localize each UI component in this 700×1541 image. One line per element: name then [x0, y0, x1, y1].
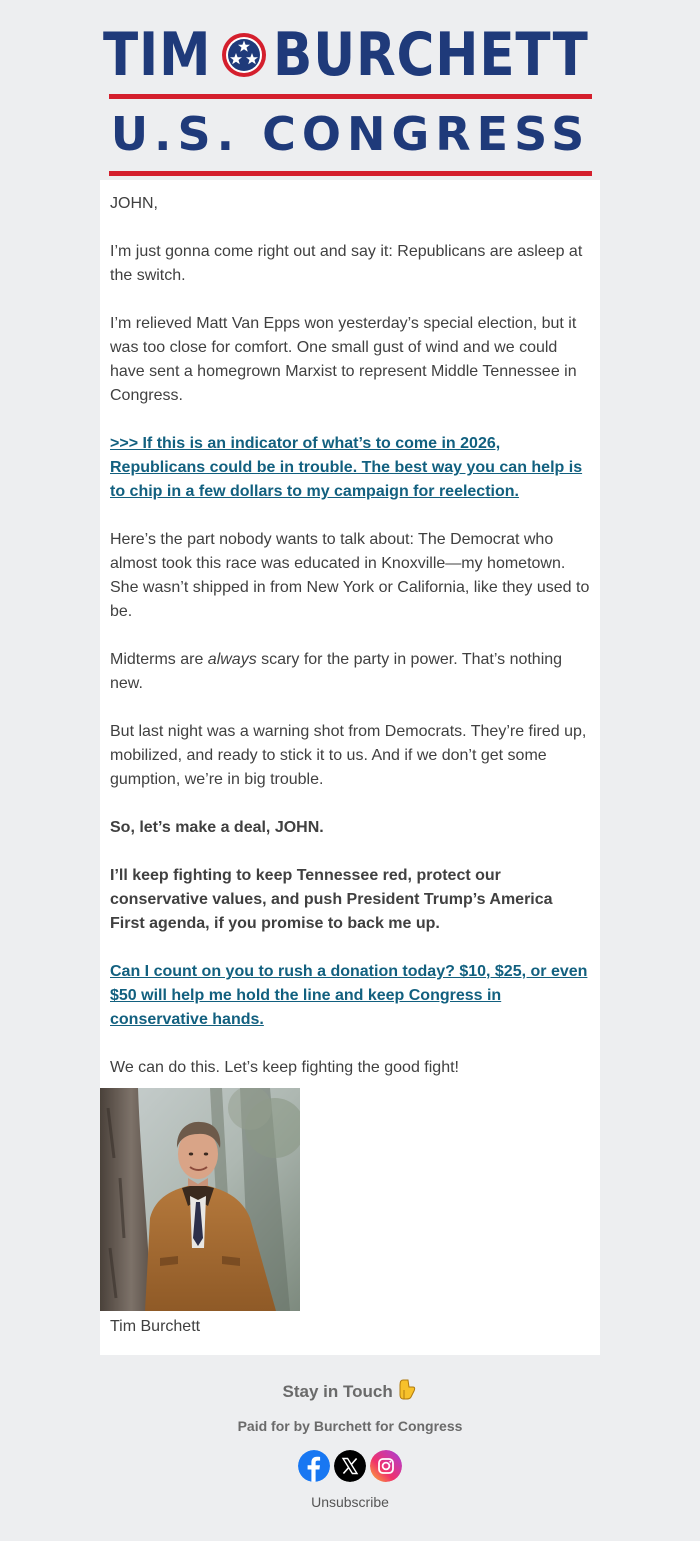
stay-in-touch-heading: [0, 1370, 700, 1410]
header: [0, 0, 700, 180]
pointing-down-icon: [397, 1378, 417, 1400]
footer: [0, 1370, 700, 1510]
paragraph: Midterms are always scary for the party in power. That’s nothing new.: [110, 651, 563, 692]
paragraph: I’m relieved Matt Van Epps won yesterday’s special election, but it was too close for comfort. One small gust of wind and we could have sent a homegrown Marxist to represent Middle Tennessee in Congress.: [110, 315, 577, 404]
paragraph: But last night was a warning shot from Democrats. They’re fired up, mobilized, and ready to stick it to us. And if we don’t get some gumption, we’re in big trouble.: [110, 723, 587, 788]
logo-divider-top: [109, 94, 592, 99]
logo-last-name: BURCHETT: [273, 20, 589, 90]
photo-caption: Tim Burchett: [110, 1318, 201, 1335]
social-links: [0, 1450, 700, 1482]
paragraph: Here’s the part nobody wants to talk about: The Democrat who almost took this race was educated in Knoxville—my hometown. She wasn’t shipped in from New York or California, like they used to be.: [110, 531, 590, 620]
logo: [103, 22, 595, 88]
logo-subtitle: U.S. CONGRESS: [110, 107, 591, 161]
unsubscribe-link[interactable]: Unsubscribe: [311, 1494, 389, 1510]
paid-for-disclaimer: Paid for by Burchett for Congress: [237, 1418, 463, 1434]
unsubscribe-container: [0, 1494, 700, 1510]
stay-in-touch-label: Stay in Touch: [282, 1382, 393, 1401]
instagram-icon[interactable]: [370, 1450, 402, 1482]
tennessee-seal-icon: [221, 32, 267, 78]
emphasis: always: [207, 651, 257, 668]
paragraph-bold: I’ll keep fighting to keep Tennessee red, protect our conservative values, and push President Trump’s America First agenda, if you promise to back me up.: [110, 867, 553, 932]
closing: We can do this. Let’s keep fighting the good fight!: [110, 1059, 459, 1076]
logo-divider-bottom: [109, 171, 592, 176]
facebook-icon[interactable]: [298, 1450, 330, 1482]
donate-link[interactable]: Can I count on you to rush a donation today? $10, $25, or even $50 will help me hold the line and keep Congress in conservative hands.: [110, 963, 588, 1028]
email-body: [100, 180, 600, 1355]
paragraph: I’m just gonna come right out and say it: Republicans are asleep at the switch.: [110, 243, 583, 284]
logo-first-name: TIM: [103, 20, 212, 90]
candidate-photo: [100, 1088, 300, 1311]
donate-link[interactable]: >>> If this is an indicator of what’s to come in 2026, Republicans could be in trouble. The best way you can help is to chip in a few dollars to my campaign for reelection.: [110, 435, 583, 500]
greeting: JOHN,: [110, 195, 158, 212]
x-icon[interactable]: [334, 1450, 366, 1482]
paragraph-bold: So, let’s make a deal, JOHN.: [110, 819, 324, 836]
